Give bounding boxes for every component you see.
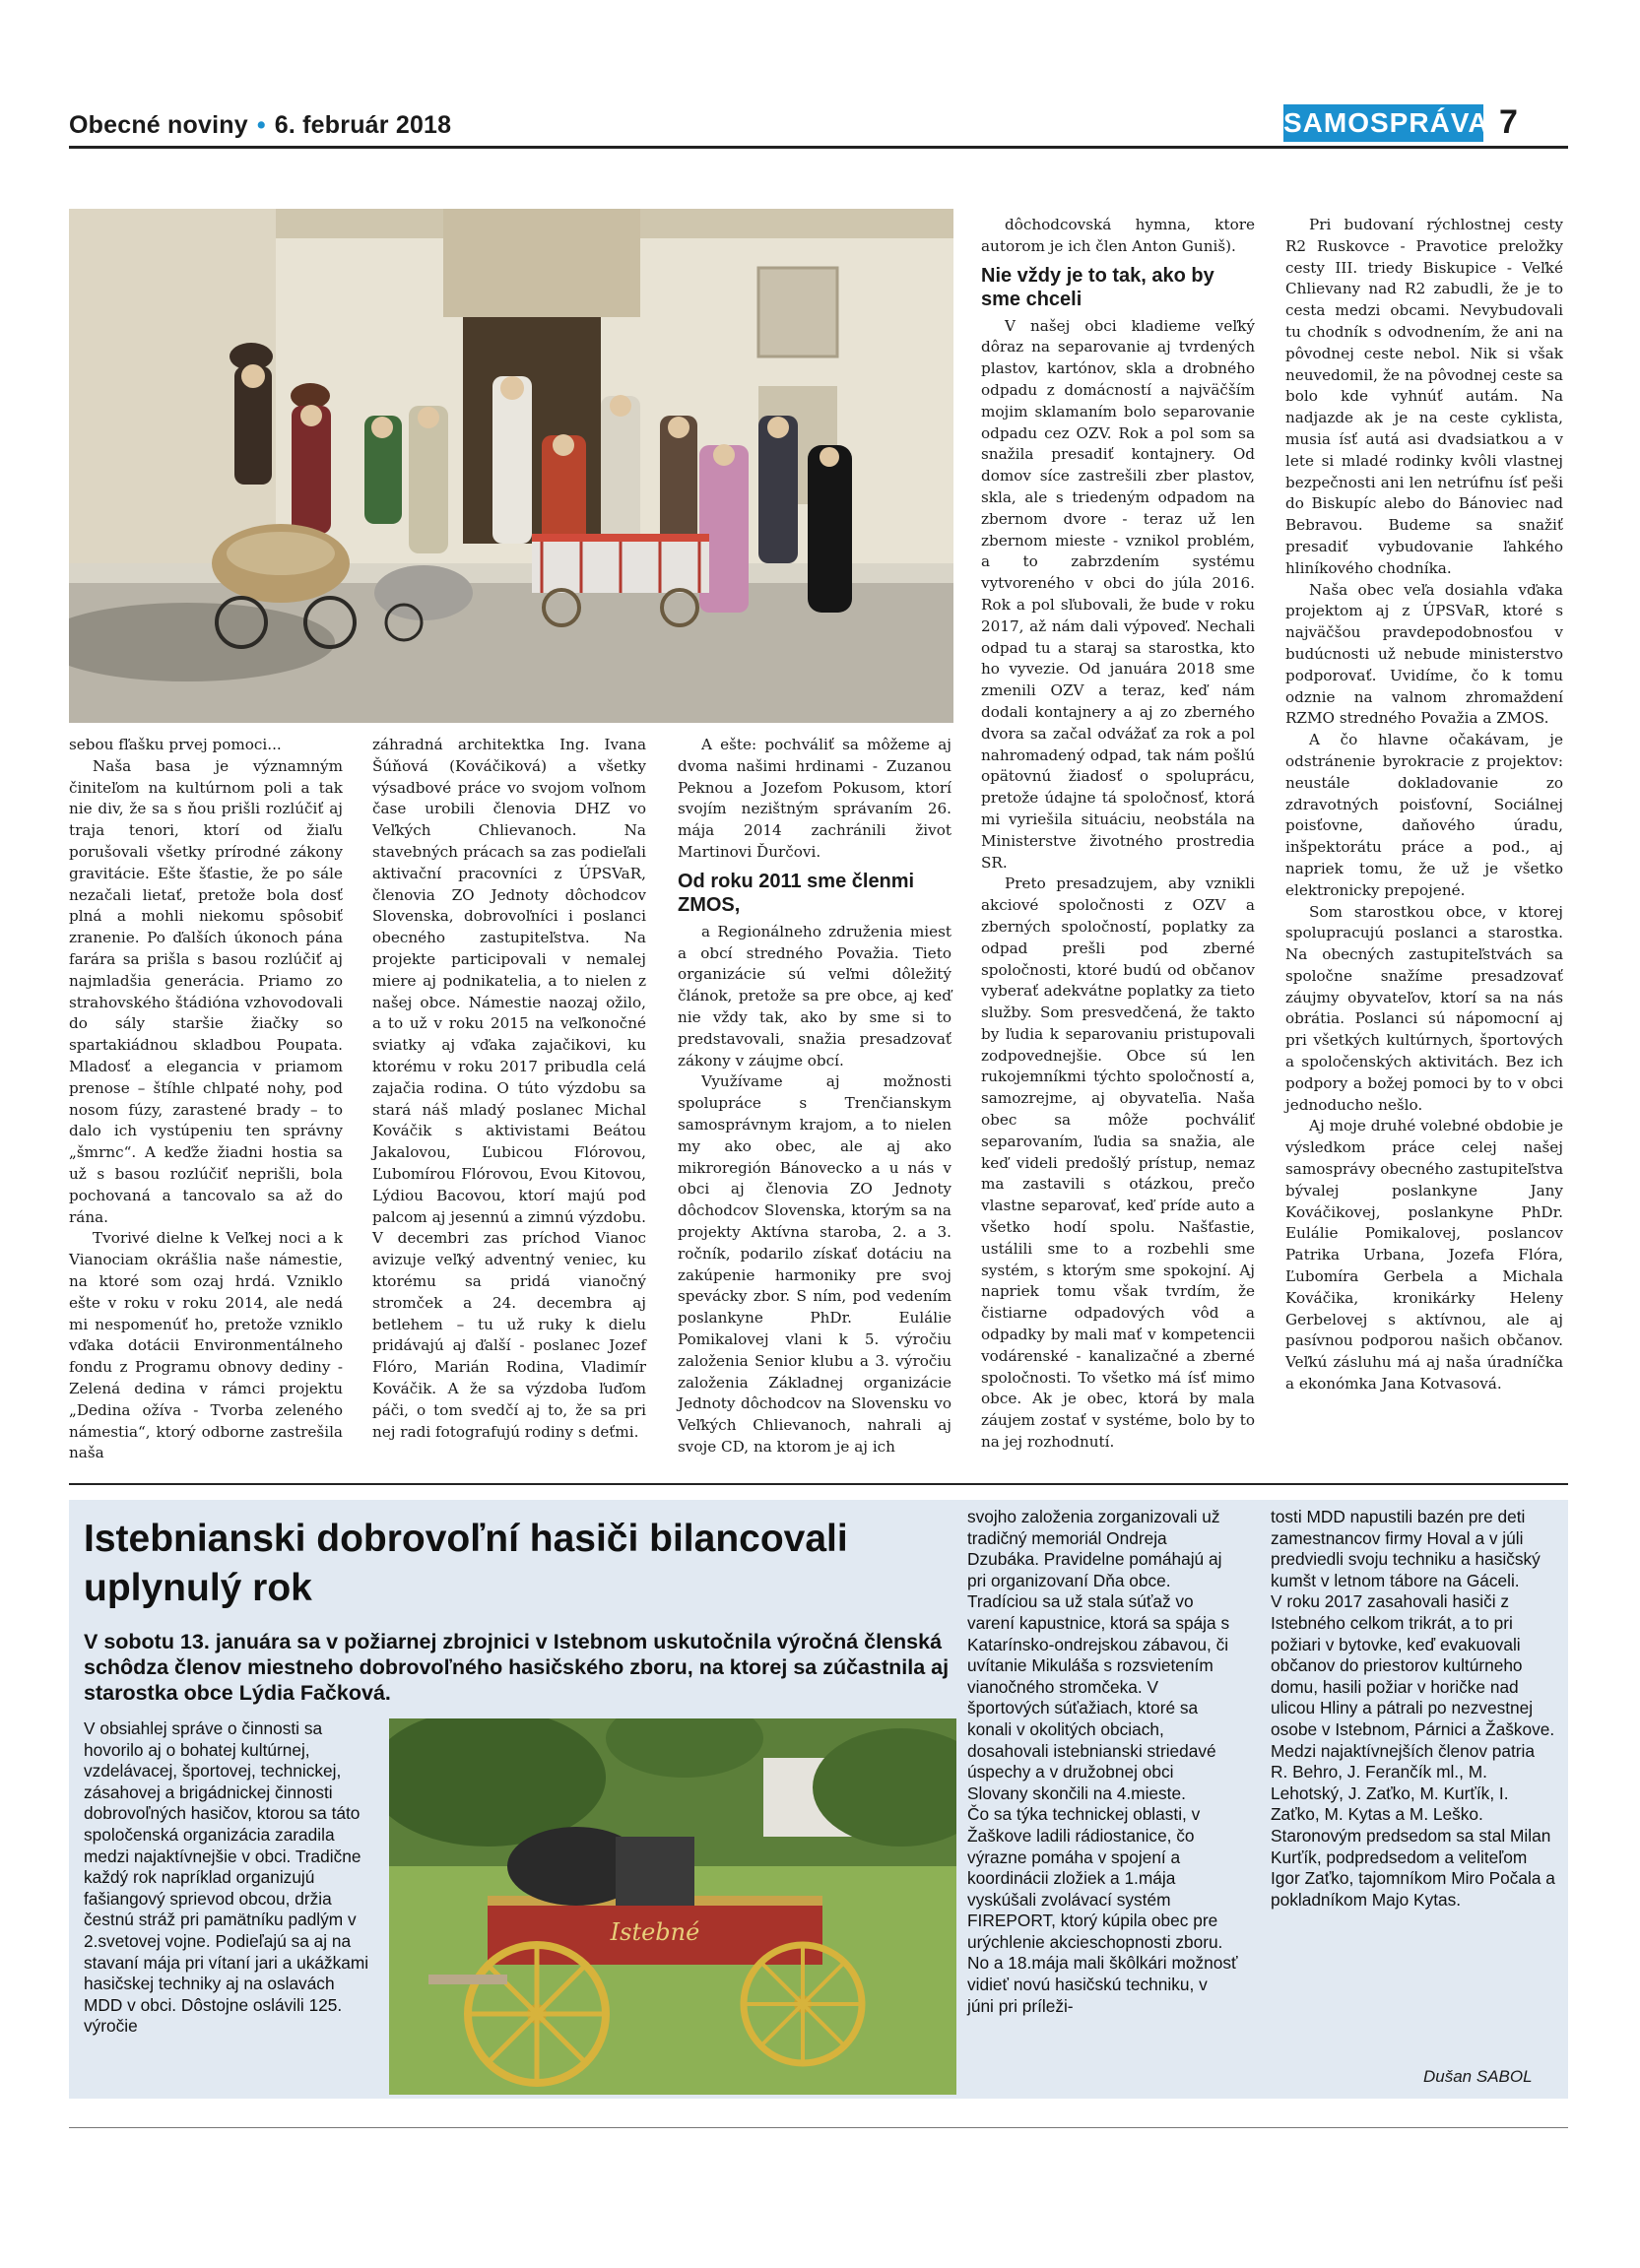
subheading: Nie vždy je to tak, ako by sme chceli <box>981 264 1214 310</box>
page-number: 7 <box>1499 103 1518 141</box>
box-article-title: Istebnianski dobrovoľní hasiči bilancovali uplynulý rok <box>84 1518 848 1609</box>
paragraph: tosti MDD napustili bazén pre deti zamestnancov firmy Hoval a v júli predviedli svoju techniku a hasičský kumšt v letnom tábore na Gáceli. <box>1271 1507 1541 1590</box>
paragraph: Naša obec veľa dosiahla vďaka projektom aj z ÚPSVaR, ktoré s najväčšou pravdepodobnosťou v budúcnosti už nebude ministerstvo podporovať. Uvidíme, čo k tomu odznie na valnom zhromaždení RZMO stredného Považia a ZMOS. <box>1285 580 1563 728</box>
box-column-3 <box>1271 1507 1556 1911</box>
box-column-1 <box>84 1718 374 2038</box>
paragraph: Využívame aj možnosti spolupráce s Trenčianskym samosprávnym krajom, a to nielen my ako obec, ale aj ako mikroregión Bánovecko a u nás v obci aj členovia ZO Jednoty dôchodcov Slovenska, ktorým sa na projekty Aktívna staroba, 2. a 3. ročník, podarilo získať dotáciu na zakúpenie harmoniky pre svoj spevácky zbor. S ním, pod vedením poslankyne PhDr. Eulálie Pomikalovej vlani k 5. výročiu založenia Senior klubu a 3. výročiu založenia Základnej organizácie Jednoty dôchodcov na Slovensku vo Veľkých Chlievanoch, nahrali aj svoje CD, na ktorom je aj ich <box>678 1072 951 1456</box>
box-column-2 <box>967 1507 1238 2017</box>
article-column-1 <box>69 735 343 1464</box>
subheading: Od roku 2011 sme členmi ZMOS, <box>678 870 915 916</box>
running-header <box>69 110 451 140</box>
header-rule <box>69 146 1568 149</box>
separator-dot: • <box>256 111 266 139</box>
issue-date: 6. február 2018 <box>274 111 452 139</box>
footer-rule <box>69 2127 1568 2128</box>
section-rule <box>69 1483 1568 1485</box>
paragraph: A ešte: pochváliť sa môžeme aj dvoma našimi hrdinami - Zuzanou Peknou a Jozefom Pokusom, ktorí svojím nezištným správaním 26. mája 2014 zachránili život Martinovi Ďurčovi. <box>678 736 951 861</box>
article-column-5 <box>1285 215 1563 1395</box>
paragraph: svojho založenia zorganizovali už tradičný memoriál Ondreja Dzubáka. Pravidelne pomáhajú aj pri organizovaní Dňa obce. Tradíciou sa už stala súťaž vo varení kapustnice, ktorá sa spája s Katarínsko-ondrejskou zábavou, či uvítanie Mikuláša s rozsvietením vianočného stromčeka. V športových súťažiach, ktoré sa konali v okolitých obciach, dosahovali istebnianski striedavé úspechy a v družobnej obci Slovany skončili na 4.mieste. <box>967 1507 1230 1803</box>
cart-lettering: Istebné <box>610 1918 700 1946</box>
article-column-3 <box>678 735 951 1458</box>
paragraph: a Regionálneho združenia miest a obcí stredného Považia. Tieto organizácie sú veľmi dôležitý článok, pretože sa pre obce, aj keď nie vždy tak, ako by sme si to predstavovali, snažia presadzovať zákony v záujme obcí. <box>678 922 951 1069</box>
paragraph: Som starostkou obce, v ktorej spolupracujú poslanci a starostka. Na obecných zastupiteľstvách sa spoločne snažíme presadzovať záujmy obyvateľov, ktorí sa na nás obrátia. Poslanci sú nápomocní aj pri všetkých kultúrnych, športových a spoločenských aktivitách. Bez ich podpory a božej pomoci by to v obci jednoducho nešlo. <box>1285 902 1563 1114</box>
fire-cart-photo <box>389 1718 956 2095</box>
box-article-lead: V sobotu 13. januára sa v požiarnej zbrojnici v Istebnom uskutočnila výročná členská schôdza členov miestneho dobrovoľného hasičského zboru, na ktorej sa zúčastnila aj starostka obce Lýdia Fačková. <box>84 1630 950 1705</box>
paragraph: A čo hlavne očakávam, je odstránenie byrokracie z projektov: neustále dokladovanie zo zdravotných poisťovní, Sociálnej poisťovne, daňového úradu, inšpektorátu práce a pod., aj napriek tomu, že už je všetko elektronicky prepojené. <box>1285 731 1563 899</box>
paragraph: V roku 2017 zasahovali hasiči z Istebného celkom trikrát, a to pri požiari v bytovke, keď evakuovali občanov do priestorov kultúrneho domu, hasili požiar v horičke nad ulicou Hliny a pátrali po nezvestnej osobe v Istebnom, Párnici a Žaškove. Medzi najaktívnejších členov patria R. Behro, J. Ferančík ml., M. Lehotský, J. Zaťko, M. Kurťík, I. Zaťko, M. Kytas a M. Leško. <box>1271 1591 1555 1825</box>
paragraph: záhradná architektka Ing. Ivana Šúňová (Kováčiková) a všetky výsadbové práce vo svojom voľnom čase urobili členovia DHZ vo Veľkých Chlievanoch. Na stavebných prácach sa zas podieľali aktivační pracovníci z ÚPSVaR, členovia ZO Jednoty dôchodcov Slovenska, dobrovoľníci i poslanci obecného zastupiteľstva. Na projekte participovali v nemalej miere aj podnikatelia, a to nielen z našej obce. Námestie naozaj ožilo, a to už v roku 2015 na veľkonočné sviatky aj vďaka zajačikovi, ku ktorému v roku 2017 pribudla celá zajačia rodina. O túto výzdobu sa stará náš mladý poslanec Michal Kováčik s aktivistami Beátou Jakalovou, Ľubicou Flórovou, Ľubomírou Flórovou, Evou Kitovou, Lýdiou Bacovou, ktorí majú pod palcom aj jesennú a zimnú výzdobu. V decembri zas príchod Vianoc avizuje veľký adventný veniec, ku ktorému sa pridá vianočný stromček a 24. decembra aj betlehem – tu už ruky k dielu pridávajú aj ďalší - poslanec Jozef Flóro, Marián Rodina, Vladimír Kováčik. A že sa výzdoba ľuďom páči, o tom svedčí aj to, že sa pri nej radi fotografujú rodiny s deťmi. <box>372 736 646 1441</box>
paragraph: Preto presadzujem, aby vznikli akciové spoločnosti z OZV a zberných spoločností, poplatky za odpad prešli pod zberné spoločnosti, ktoré budú od občanov vyberať adekvátne poplatky za tieto služby. Som presvedčená, že takto by ľudia k separovaniu pristupovali zodpovednejšie. Obce sú len rukojemníkmi týchto spoločností a, samozrejme, aj obyvateľia. Naša obec sa môže pochváliť separovaním, ľudia sa snažia, ale keď videli predošlý prístup, nemaz ma zastavili s otázkou, prečo vlastne separovať, keď príde auto a všetko hodí spolu. Našťastie, ustálili sme to a rozbehli sme systém, s ktorým sme spokojní. Aj napriek tomu však tvrdím, že čistiarne odpadových vôd a odpadky by mali mať v kompetencii vodárenské - kanalizačné a zberné spoločnosti. To všetko má ísť mimo obce. Ak je obec, ktorá by mala záujem zostať v systéme, bolo by to na jej rozhodnutí. <box>981 875 1255 1452</box>
author-byline: Dušan SABOL <box>1423 2067 1533 2086</box>
paragraph: sebou fľašku prvej pomoci... <box>69 736 282 753</box>
article-column-4 <box>981 215 1255 1454</box>
paragraph: Čo sa týka technickej oblasti, v Žaškove ladili rádiostanice, čo výrazne pomáha v spojení a koordinácii zložiek a 1.mája vyskúšali zvolávací systém FIREPORT, ktorý kúpila obec pre urýchlenie akcieschopnosti zboru. No a 18.mája mali škôlkári možnosť vidieť novú hasičskú techniku, v júni pri príleži- <box>967 1804 1238 2016</box>
publication-name: Obecné noviny <box>69 111 248 139</box>
paragraph: Tvorivé dielne k Veľkej noci a k Vianociam okrášlia naše námestie, na ktoré som ozaj hrdá. Vzniklo ešte v roku v roku 2014, ale nedá mi nespomenúť ho, pretože vzniklo vďaka dotácii Environmentálneho fondu z Programu obnovy dediny - Zelená dedina v rámci projektu „Dedina ožíva - Tvorba zeleného námestia“, ktorý odborne zastrešila naša <box>69 1229 343 1462</box>
section-tag: SAMOSPRÁVA <box>1283 104 1483 142</box>
paragraph: Staronovým predsedom sa stal Milan Kurťík, podpredsedom a veliteľom Igor Zaťko, tajomníkom Miro Počala a pokladníkom Majo Kytas. <box>1271 1825 1555 1910</box>
paragraph: Pri budovaní rýchlostnej cesty R2 Ruskovce - Pravotice preložky cesty III. triedy Biskupice - Veľké Chlievany nad R2 zabudli, že je to cesta medzi obcami. Nevybudovali tu chodník s odvodnením, že ani na pôvodnej ceste nebol. Nik si však neuvedomil, že na pôvodnej ceste sa bolo kde vyhnúť autám. Na nadjazde ak je na ceste cyklista, musia ísť autá asi dvadsiatkou a v lete si mladé rodinky kvôli vlastnej bezpečnosti ani len netrúfnu ísť peši do Biskupíc alebo do Bánoviec nad Bebravou. Budeme sa snažiť presadiť vybudovanie ľahkého hliníkového chodníka. <box>1285 216 1563 577</box>
carnival-group-photo <box>69 209 953 723</box>
paragraph: Naša basa je významným činiteľom na kultúrnom poli a tak nie div, že sa s ňou prišli rozlúčiť aj traja tenori, ktorí od žiaľu porušovali všetky prírodné zákony gravitácie. Ešte šťastie, že po sále nezačali lietať, pretože bola dosť plná a mohli niekomu spôsobiť zranenie. Po ďalších úkonoch pána farára sa prišla s basou rozlúčiť aj najmladšia generácia. Priamo zo strahovského štádióna vzhovodovali do sály staršie žiačky so spartakiádnou skladbou Poupata. Mladosť a elegancia v priamom prenose – štíhle chlpaté nohy, pod nosom fúzy, zarastené brady – to dalo ich vystúpeniu ten správny „šmrnc“. A keďže žiadni hostia sa už s basou rozlúčiť neprišli, bola pochovaná a tancovalo sa až do rána. <box>69 756 343 1226</box>
paragraph: V našej obci kladieme veľký dôraz na separovanie aj tvrdených plastov, kartónov, skla a drobného odpadu z domácností a najväčším mojim sklamaním bolo separovanie odpadu cez OZV. Rok a pol som sa snažila presadiť kontajnery. Od domov síce zastrešili zber plastov, skla, ale s triedeným odpadom na zbernom dvore - teraz už len zbernom mieste - vznikol problém, a to zabrzdením systému vytvoreného v obci do júla 2016. Rok a pol sľubovali, že bude v roku 2017, až nám dali výpoveď. Nechali odpad tu a staraj sa starostka, kto ho vyvezie. Od januára 2018 sme zmenili OZV a teraz, keď nám dodali kontajnery a aj zo zberného dvora sa začal odvážať za rok a pol nahromadený odpad, tak nám pošlú opätovnú žiadosť o spoluprácu, pretože údajne tá spoločnosť, ktorá mi vyriešila situáciu, neobstála na Ministerstve životného prostredia SR. <box>981 316 1255 872</box>
paragraph: dôchodcovská hymna, ktore autorom je ich člen Anton Guniš). <box>981 216 1255 255</box>
paragraph: Aj moje druhé volebné obdobie je výsledkom práce celej našej samosprávy obecného zastupiteľstva bývalej poslankyne Jany Kováčikovej, poslankyne PhDr. Eulálie Pomikalovej, poslancov Patrika Urbana, Jozefa Flóra, Ľubomíra Gerbela a Michala Kováčika, kronikárky Heleny Gerbelovej s aktívnou, ale aj pasívnou podporou našich občanov. Veľkú zásluhu má aj naša úradníčka a ekonómka Jana Kotvasová. <box>1285 1117 1563 1393</box>
article-column-2 <box>372 735 646 1443</box>
paragraph: V obsiahlej správe o činnosti sa hovorilo aj o bohatej kultúrnej, vzdelávacej, športovej, technickej, zásahovej a brigádnickej činnosti dobrovoľných hasičov, ktorou sa táto spoločenská organizácia zaradila medzi najaktívnejšie v obci. Tradične každý rok napríklad organizujú fašiangový sprievod obcou, držia čestnú stráž pri pamätníku padlým v 2.svetovej vojne. Podieľajú sa aj na stavaní mája pri vítaní jari a ukážkami hasičskej techniky aj na oslavách MDD v obci. Dôstojne oslávili 125. výročie <box>84 1718 369 2037</box>
